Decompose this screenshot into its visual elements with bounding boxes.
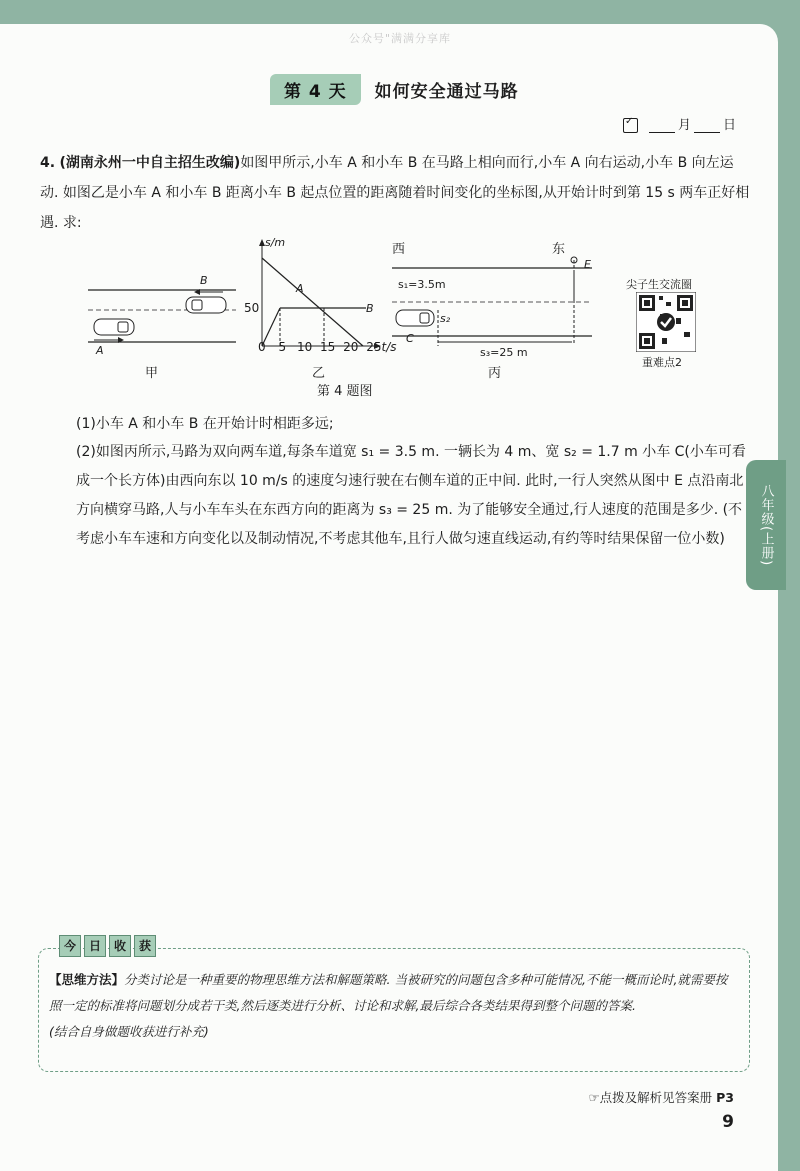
sub-question-1: (1)小车 A 和小车 B 在开始计时相距多远; — [76, 416, 334, 432]
yi-xtick: 10 — [296, 340, 313, 354]
question-stem — [40, 148, 750, 238]
yi-ylabel: s/m — [265, 236, 286, 249]
bing-caption: 丙 — [488, 366, 502, 381]
jia-label-a: A — [96, 344, 104, 357]
yi-label-b: B — [366, 302, 374, 315]
yi-x-ticks — [258, 340, 397, 354]
bing-point-e: E — [584, 258, 591, 271]
day-label: 日 — [722, 118, 736, 133]
grade-side-tab: 八年级(上册) — [746, 460, 786, 590]
month-label: 月 — [677, 118, 691, 133]
yi-xtick: 0 — [258, 340, 266, 354]
jia-caption: 甲 — [145, 366, 159, 381]
day-badge: 第 4 天 — [270, 74, 361, 105]
harvest-note: (结合自身做题收获进行补充) — [49, 1024, 209, 1039]
watermark: 公众号"满满分享库 — [348, 32, 452, 45]
yi-label-a: A — [296, 282, 304, 295]
yi-xtick: 25 — [366, 340, 382, 354]
jia-label-b: B — [200, 274, 208, 287]
figure-bing — [392, 254, 602, 356]
method-label: 【思维方法】 — [49, 972, 125, 987]
figure-caption: 第 4 题图 — [317, 384, 373, 399]
method-text: 分类讨论是一种重要的物理思维方法和解题策略. 当被研究的问题包含多种可能情况,不能一概而论时,就需要按照一定的标准将问题划分成若干类,然后逐类进行分析、讨论和求解,最后综合各类结果得到整个问题的答案. — [49, 972, 728, 1013]
answers-page: P3 — [716, 1090, 734, 1105]
calendar-icon — [623, 118, 638, 133]
bing-s3: s₃=25 m — [480, 346, 528, 359]
yi-ytick: 50 — [244, 301, 260, 315]
question-number: 4. — [40, 155, 56, 171]
month-blank — [649, 132, 675, 133]
harvest-body — [49, 967, 739, 1045]
yi-xtick: 15 — [320, 340, 336, 354]
title-text: 如何安全通过马路 — [374, 81, 519, 102]
page-title — [270, 74, 519, 104]
question-source: (湖南永州一中自主招生改编) — [59, 155, 241, 171]
harvest-title-char: 获 — [134, 935, 156, 957]
yi-xtick: 5 — [278, 340, 287, 354]
yi-caption: 乙 — [312, 366, 326, 381]
figures — [0, 236, 778, 406]
qr-code-icon[interactable] — [636, 292, 696, 352]
yi-xlabel: t/s — [381, 340, 397, 354]
qr-title: 尖子生交流圈 — [626, 278, 692, 291]
page-number: 9 — [722, 1112, 734, 1132]
harvest-title — [59, 935, 159, 957]
bing-east: 东 — [552, 242, 566, 257]
harvest-title-char: 收 — [109, 935, 131, 957]
bing-s1: s₁=3.5m — [398, 278, 446, 291]
yi-xtick: 20 — [343, 340, 359, 354]
qr-label: 重难点2 — [642, 356, 682, 369]
sub-question-2: (2)如图丙所示,马路为双向两车道,每条车道宽 s₁ = 3.5 m. 一辆长为 4 m、宽 s₂ = 1.7 m 小车 C(小车可看成一个长方体)由西向东以 10 m/s 的速度匀速行驶在右侧车道的正中间. 此时,一行人突然从图中 E 点沿南北方向横穿马路,人与小车车头在东西方向的距离为 s₃ = 25 m. 为了能够安全通过,行人速度的范围是多少. (不考虑小车车速和方向变化以及制动情况,不考虑其他车,且行人做匀速直线运动,有约等时结果保留一位小数) — [76, 444, 746, 547]
bing-west: 西 — [392, 242, 406, 257]
harvest-title-char: 日 — [84, 935, 106, 957]
answer-reference — [588, 1088, 734, 1106]
bing-s2: s₂ — [440, 312, 451, 325]
harvest-title-char: 今 — [59, 935, 81, 957]
question-text: 如图甲所示,小车 A 和小车 B 在马路上相向而行,小车 A 向右运动,小车 B 向左运动. 如图乙是小车 A 和小车 B 距离小车 B 起点位置的距离随着时间变化的坐标图,从开始计时到第 15 s 两车正好相遇. 求: — [40, 155, 750, 231]
answers-text: ☞点拨及解析见答案册 — [588, 1090, 713, 1105]
daily-harvest-box — [38, 939, 750, 1072]
bing-label-c: C — [406, 332, 414, 345]
figure-jia — [88, 270, 238, 360]
date-field — [623, 114, 736, 133]
day-blank — [694, 132, 720, 133]
